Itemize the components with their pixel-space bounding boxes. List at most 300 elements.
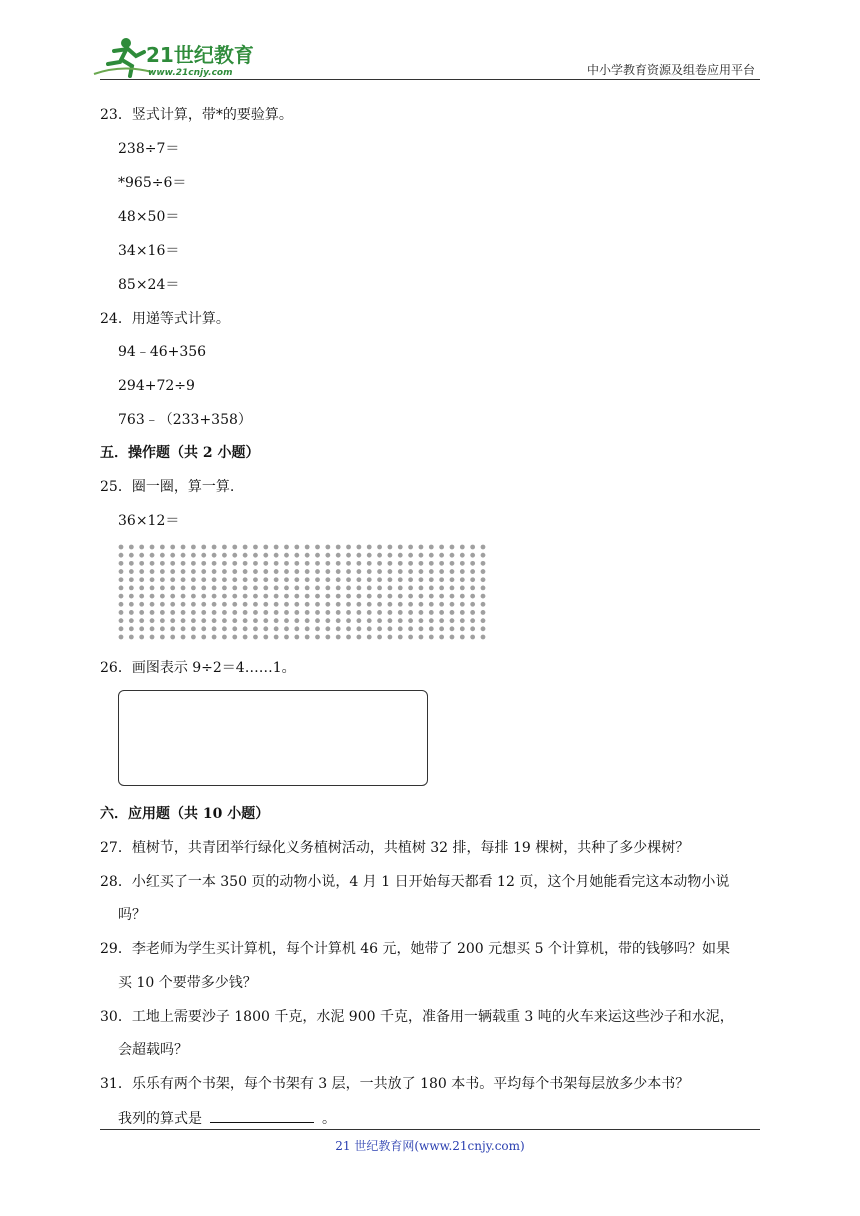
dot [336,561,341,566]
dot [201,635,206,640]
dot [294,618,299,623]
dot [160,618,165,623]
dot [150,577,155,582]
dot [439,577,444,582]
dot [201,618,206,623]
dot [263,610,268,615]
dot [222,610,227,615]
dot [388,618,393,623]
dot [429,545,434,550]
dot [243,586,248,591]
dot [398,553,403,558]
dot [191,626,196,631]
question-26: 26．画图表示 9÷2＝4……1。 [100,660,296,676]
dot [377,610,382,615]
dot [460,577,465,582]
dot [139,635,144,640]
dot [201,610,206,615]
dot [222,545,227,550]
dot [325,545,330,550]
dot [191,586,196,591]
dot [181,553,186,558]
dot [336,545,341,550]
dot [191,569,196,574]
dot [305,594,310,599]
dot [305,610,310,615]
dot [408,586,413,591]
dot [284,626,289,631]
dot [232,577,237,582]
dot [253,610,258,615]
dot [191,594,196,599]
dot [439,602,444,607]
answer-blank[interactable] [210,1108,314,1123]
header-divider [100,79,760,80]
dot [325,569,330,574]
dot [139,553,144,558]
dot [429,602,434,607]
dot [346,586,351,591]
dot [408,618,413,623]
dot [139,545,144,550]
dot [305,635,310,640]
question-28-cont: 吗？ [118,907,146,923]
dot [356,602,361,607]
dot [222,553,227,558]
dot [470,594,475,599]
dot [232,618,237,623]
dot [201,586,206,591]
dot [315,635,320,640]
dot [470,586,475,591]
dot [263,586,268,591]
dot [398,545,403,550]
dot [160,610,165,615]
dot [336,635,341,640]
dot [325,618,330,623]
dot [356,626,361,631]
dot [222,586,227,591]
dot [325,594,330,599]
dot [419,577,424,582]
dot [212,610,217,615]
header-logo [92,34,262,80]
dot [263,635,268,640]
dot [388,586,393,591]
dot [129,626,134,631]
dot [253,553,258,558]
dot [398,635,403,640]
dot [481,594,486,599]
dot [139,626,144,631]
dot [408,577,413,582]
dot [201,594,206,599]
dot [460,610,465,615]
dot [315,610,320,615]
dot [305,618,310,623]
dot [129,545,134,550]
question-24: 24．用递等式计算。 [100,311,230,327]
dot [439,610,444,615]
dot [170,610,175,615]
dot [481,602,486,607]
dot [439,626,444,631]
dot [460,586,465,591]
dot [150,610,155,615]
dot [284,577,289,582]
dot [294,635,299,640]
dot [243,545,248,550]
dot [377,545,382,550]
dot [315,577,320,582]
dot [129,618,134,623]
dot [419,594,424,599]
dot [325,635,330,640]
dot [232,545,237,550]
dot [325,561,330,566]
dot [243,553,248,558]
dot [388,635,393,640]
dot [119,594,124,599]
runner-icon [94,38,152,76]
dot [398,602,403,607]
dot [419,569,424,574]
dot [243,610,248,615]
dot [191,561,196,566]
dot [170,586,175,591]
dot [284,569,289,574]
dot [398,594,403,599]
dot [170,594,175,599]
dot [305,545,310,550]
dot [212,626,217,631]
dot [243,561,248,566]
dot [232,586,237,591]
dot [232,635,237,640]
dot [253,545,258,550]
dot [429,553,434,558]
dot [470,626,475,631]
dot [119,602,124,607]
dot [439,618,444,623]
dot [201,553,206,558]
dot [315,626,320,631]
dot [450,626,455,631]
dot [129,602,134,607]
question-28: 28．小红买了一本 350 页的动物小说，4 月 1 日开始每天都看 12 页，这个月她能看完这本动物小说 [100,874,730,890]
dot [460,545,465,550]
dot [170,545,175,550]
dot [232,610,237,615]
dot [429,594,434,599]
dot [377,553,382,558]
question-29: 29．李老师为学生买计算机，每个计算机 46 元，她带了 200 元想买 5 个计算机，带的钱够吗？如果 [100,941,730,957]
dot [274,602,279,607]
dot [284,610,289,615]
dot [253,635,258,640]
dot [243,602,248,607]
dot [439,594,444,599]
dot [160,561,165,566]
dot-grid [118,544,486,640]
dot [139,561,144,566]
dot [367,561,372,566]
answer-suffix: 。 [322,1111,336,1127]
dot [408,561,413,566]
dot [212,635,217,640]
dot [170,577,175,582]
dot [429,635,434,640]
dot [315,586,320,591]
dot [450,594,455,599]
dot [263,561,268,566]
dot [346,545,351,550]
dot [170,626,175,631]
dot [129,594,134,599]
dot [315,594,320,599]
dot [450,602,455,607]
dot [181,594,186,599]
dot [150,602,155,607]
dot [315,561,320,566]
header-platform-text: 中小学教育资源及组卷应用平台 [586,63,755,77]
dot [429,618,434,623]
footer-text: 21 世纪教育网(www.21cnjy.com) [335,1139,525,1153]
dot [460,602,465,607]
dot [284,561,289,566]
dot [150,586,155,591]
dot [253,569,258,574]
dot [294,569,299,574]
dot [212,553,217,558]
dot [377,586,382,591]
expr-94-minus-46: 94﹣46+356 [118,344,207,360]
dot [419,553,424,558]
dot [315,602,320,607]
dot [170,602,175,607]
dot [346,635,351,640]
dot [294,602,299,607]
dot [481,561,486,566]
dot [274,545,279,550]
dot [191,602,196,607]
dot [377,618,382,623]
dot [119,553,124,558]
dot [408,602,413,607]
dot [274,626,279,631]
dot [419,586,424,591]
dot [325,626,330,631]
dot [398,561,403,566]
dot [129,577,134,582]
dot [470,635,475,640]
dot [481,569,486,574]
question-31: 31．乐乐有两个书架，每个书架有 3 层，一共放了 180 本书。平均每个书架每层放多少本书？ [100,1076,690,1092]
dot [419,545,424,550]
dot [325,586,330,591]
expr-763-minus: 763﹣（233+358） [118,412,252,428]
dot [119,586,124,591]
dot [419,561,424,566]
dot [388,594,393,599]
expr-85-times-24: 85×24＝ [118,277,180,293]
dot [160,635,165,640]
dot [274,577,279,582]
dot [212,594,217,599]
dot [481,610,486,615]
dot [150,545,155,550]
dot [336,569,341,574]
dot [160,586,165,591]
dot [253,586,258,591]
dot [139,577,144,582]
dot [346,577,351,582]
dot [212,577,217,582]
dot [460,594,465,599]
dot [481,545,486,550]
dot [356,561,361,566]
dot [129,610,134,615]
dot [181,602,186,607]
dot [294,561,299,566]
dot [253,577,258,582]
dot [294,586,299,591]
dot [481,626,486,631]
dot [170,635,175,640]
dot [336,610,341,615]
dot [294,545,299,550]
dot [460,626,465,631]
dot [325,553,330,558]
dot [377,577,382,582]
dot [450,569,455,574]
dot [160,577,165,582]
dot [481,635,486,640]
dot [274,569,279,574]
dot [222,561,227,566]
dot [201,626,206,631]
dot [150,618,155,623]
dot [212,561,217,566]
logo-url: www.21cnjy.com [148,68,233,78]
dot [377,635,382,640]
expr-36-times-12: 36×12＝ [118,513,180,529]
dot [253,561,258,566]
dot [191,610,196,615]
dot [263,569,268,574]
dot [139,602,144,607]
dot [253,602,258,607]
dot [460,553,465,558]
question-27: 27．植树节，共青团举行绿化义务植树活动，共植树 32 排，每排 19 棵树，共种了多少棵树？ [100,840,690,856]
dot [119,610,124,615]
dot [294,626,299,631]
dot [170,561,175,566]
dot [439,635,444,640]
dot [181,586,186,591]
dot [150,553,155,558]
dot [243,594,248,599]
dot [408,594,413,599]
dot [356,577,361,582]
dot [408,626,413,631]
dot [460,618,465,623]
dot [460,561,465,566]
dot [191,577,196,582]
dot [191,635,196,640]
dot [263,545,268,550]
dot [263,602,268,607]
dot [450,577,455,582]
dot [356,610,361,615]
dot [398,618,403,623]
logo-title: 21世纪教育 [146,43,254,67]
dot [356,545,361,550]
drawing-answer-box[interactable] [118,690,428,786]
dot [191,545,196,550]
dot [346,594,351,599]
dot [305,561,310,566]
dot [119,635,124,640]
dot [284,553,289,558]
dot [263,626,268,631]
dot [408,553,413,558]
question-30: 30．工地上需要沙子 1800 千克，水泥 900 千克，准备用一辆载重 3 吨的火车来运这些沙子和水泥， [100,1009,734,1025]
answer-line [118,1108,336,1129]
dot [191,618,196,623]
dot [460,635,465,640]
dot [160,569,165,574]
dot [429,577,434,582]
dot [160,545,165,550]
dot [253,618,258,623]
dot [439,553,444,558]
dot [408,569,413,574]
dot [243,635,248,640]
dot [439,545,444,550]
dot [470,553,475,558]
dot [470,569,475,574]
dot [325,610,330,615]
dot [377,594,382,599]
dot [212,586,217,591]
dot [305,626,310,631]
dot [201,602,206,607]
dot [284,635,289,640]
dot [294,553,299,558]
dot [263,594,268,599]
dot [346,626,351,631]
dot [191,553,196,558]
dot [129,586,134,591]
dot [181,618,186,623]
dot [274,586,279,591]
dot [367,635,372,640]
dot [398,626,403,631]
dot [201,577,206,582]
dot [450,561,455,566]
dot [398,569,403,574]
dot [263,553,268,558]
dot [119,569,124,574]
dot [356,569,361,574]
dot [356,594,361,599]
dot [284,545,289,550]
dot [398,586,403,591]
dot [119,545,124,550]
dot [160,594,165,599]
dot [336,594,341,599]
